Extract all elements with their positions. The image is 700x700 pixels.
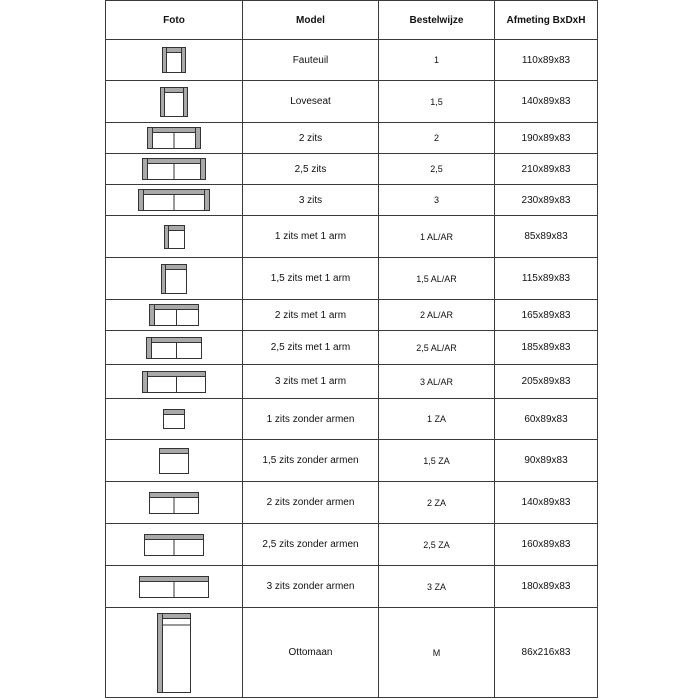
bestelwijze-cell: 1,5 bbox=[379, 81, 495, 123]
afmeting-cell: 165x89x83 bbox=[495, 300, 598, 331]
afmeting-cell: 85x89x83 bbox=[495, 216, 598, 258]
foto-cell bbox=[106, 482, 243, 524]
table-row bbox=[106, 566, 598, 608]
model-cell: Fauteuil bbox=[243, 40, 379, 81]
bestelwijze-cell: 2 AL/AR bbox=[379, 300, 495, 331]
table-row bbox=[106, 608, 598, 698]
model-cell: 2 zits met 1 arm bbox=[243, 300, 379, 331]
table-row bbox=[106, 81, 598, 123]
bestelwijze-cell: 2 bbox=[379, 123, 495, 154]
foto-cell bbox=[106, 40, 243, 81]
seat-2-no-arms-icon bbox=[106, 492, 242, 514]
ottoman-chaise-icon bbox=[106, 613, 242, 693]
bestelwijze-cell: 1,5 ZA bbox=[379, 440, 495, 482]
loveseat-icon bbox=[106, 87, 242, 117]
foto-cell bbox=[106, 566, 243, 608]
header-foto: Foto bbox=[106, 1, 243, 40]
foto-cell bbox=[106, 258, 243, 300]
bestelwijze-cell: 1 bbox=[379, 40, 495, 81]
header-model: Model bbox=[243, 1, 379, 40]
bestelwijze-cell: 2,5 bbox=[379, 154, 495, 185]
seat-3-no-arms-icon bbox=[106, 576, 242, 598]
table-row bbox=[106, 399, 598, 440]
model-cell: 1 zits met 1 arm bbox=[243, 216, 379, 258]
bestelwijze-cell: 3 AL/AR bbox=[379, 365, 495, 399]
header-bestelwijze: Bestelwijze bbox=[379, 1, 495, 40]
foto-cell bbox=[106, 365, 243, 399]
seat-3-one-arm-icon bbox=[106, 371, 242, 393]
model-cell: 2 zits zonder armen bbox=[243, 482, 379, 524]
afmeting-cell: 205x89x83 bbox=[495, 365, 598, 399]
table-row bbox=[106, 40, 598, 81]
afmeting-cell: 90x89x83 bbox=[495, 440, 598, 482]
foto-cell bbox=[106, 399, 243, 440]
model-cell: 2 zits bbox=[243, 123, 379, 154]
afmeting-cell: 190x89x83 bbox=[495, 123, 598, 154]
model-cell: 2,5 zits zonder armen bbox=[243, 524, 379, 566]
table-row bbox=[106, 258, 598, 300]
seat-2-one-arm-icon bbox=[106, 304, 242, 326]
afmeting-cell: 140x89x83 bbox=[495, 81, 598, 123]
table-row bbox=[106, 123, 598, 154]
bestelwijze-cell: 3 bbox=[379, 185, 495, 216]
foto-cell bbox=[106, 185, 243, 216]
bestelwijze-cell: M bbox=[379, 608, 495, 698]
sofa-2-5-seat-icon bbox=[106, 158, 242, 180]
foto-cell bbox=[106, 123, 243, 154]
model-cell: 1 zits zonder armen bbox=[243, 399, 379, 440]
seat-2-5-one-arm-icon bbox=[106, 337, 242, 359]
afmeting-cell: 230x89x83 bbox=[495, 185, 598, 216]
seat-1-no-arms-icon bbox=[106, 409, 242, 429]
table-row bbox=[106, 524, 598, 566]
table-row bbox=[106, 482, 598, 524]
model-cell: 3 zits zonder armen bbox=[243, 566, 379, 608]
afmeting-cell: 160x89x83 bbox=[495, 524, 598, 566]
model-cell: 1,5 zits zonder armen bbox=[243, 440, 379, 482]
bestelwijze-cell: 1,5 AL/AR bbox=[379, 258, 495, 300]
sofa-3-seat-icon bbox=[106, 189, 242, 211]
afmeting-cell: 180x89x83 bbox=[495, 566, 598, 608]
armchair-icon bbox=[106, 47, 242, 73]
table-row bbox=[106, 154, 598, 185]
seat-1-5-one-arm-icon bbox=[106, 264, 242, 294]
table-row bbox=[106, 365, 598, 399]
foto-cell bbox=[106, 300, 243, 331]
model-cell: 1,5 zits met 1 arm bbox=[243, 258, 379, 300]
afmeting-cell: 185x89x83 bbox=[495, 331, 598, 365]
bestelwijze-cell: 2,5 AL/AR bbox=[379, 331, 495, 365]
model-cell: Loveseat bbox=[243, 81, 379, 123]
header-row bbox=[106, 1, 598, 40]
foto-cell bbox=[106, 524, 243, 566]
sofa-2-seat-icon bbox=[106, 127, 242, 149]
foto-cell bbox=[106, 440, 243, 482]
bestelwijze-cell: 1 AL/AR bbox=[379, 216, 495, 258]
model-cell: Ottomaan bbox=[243, 608, 379, 698]
foto-cell bbox=[106, 608, 243, 698]
bestelwijze-cell: 2 ZA bbox=[379, 482, 495, 524]
bestelwijze-cell: 3 ZA bbox=[379, 566, 495, 608]
afmeting-cell: 110x89x83 bbox=[495, 40, 598, 81]
foto-cell bbox=[106, 81, 243, 123]
model-cell: 3 zits bbox=[243, 185, 379, 216]
model-cell: 3 zits met 1 arm bbox=[243, 365, 379, 399]
table-row bbox=[106, 300, 598, 331]
model-cell: 2,5 zits bbox=[243, 154, 379, 185]
header-afmeting: Afmeting BxDxH bbox=[495, 1, 598, 40]
foto-cell bbox=[106, 216, 243, 258]
table-row bbox=[106, 440, 598, 482]
afmeting-cell: 115x89x83 bbox=[495, 258, 598, 300]
seat-1-5-no-arms-icon bbox=[106, 448, 242, 474]
bestelwijze-cell: 1 ZA bbox=[379, 399, 495, 440]
foto-cell bbox=[106, 154, 243, 185]
product-table bbox=[105, 0, 598, 698]
seat-1-one-arm-icon bbox=[106, 225, 242, 249]
table-row bbox=[106, 216, 598, 258]
seat-2-5-no-arms-icon bbox=[106, 534, 242, 556]
foto-cell bbox=[106, 331, 243, 365]
afmeting-cell: 140x89x83 bbox=[495, 482, 598, 524]
afmeting-cell: 86x216x83 bbox=[495, 608, 598, 698]
bestelwijze-cell: 2,5 ZA bbox=[379, 524, 495, 566]
table-row bbox=[106, 185, 598, 216]
afmeting-cell: 210x89x83 bbox=[495, 154, 598, 185]
afmeting-cell: 60x89x83 bbox=[495, 399, 598, 440]
table-row bbox=[106, 331, 598, 365]
model-cell: 2,5 zits met 1 arm bbox=[243, 331, 379, 365]
